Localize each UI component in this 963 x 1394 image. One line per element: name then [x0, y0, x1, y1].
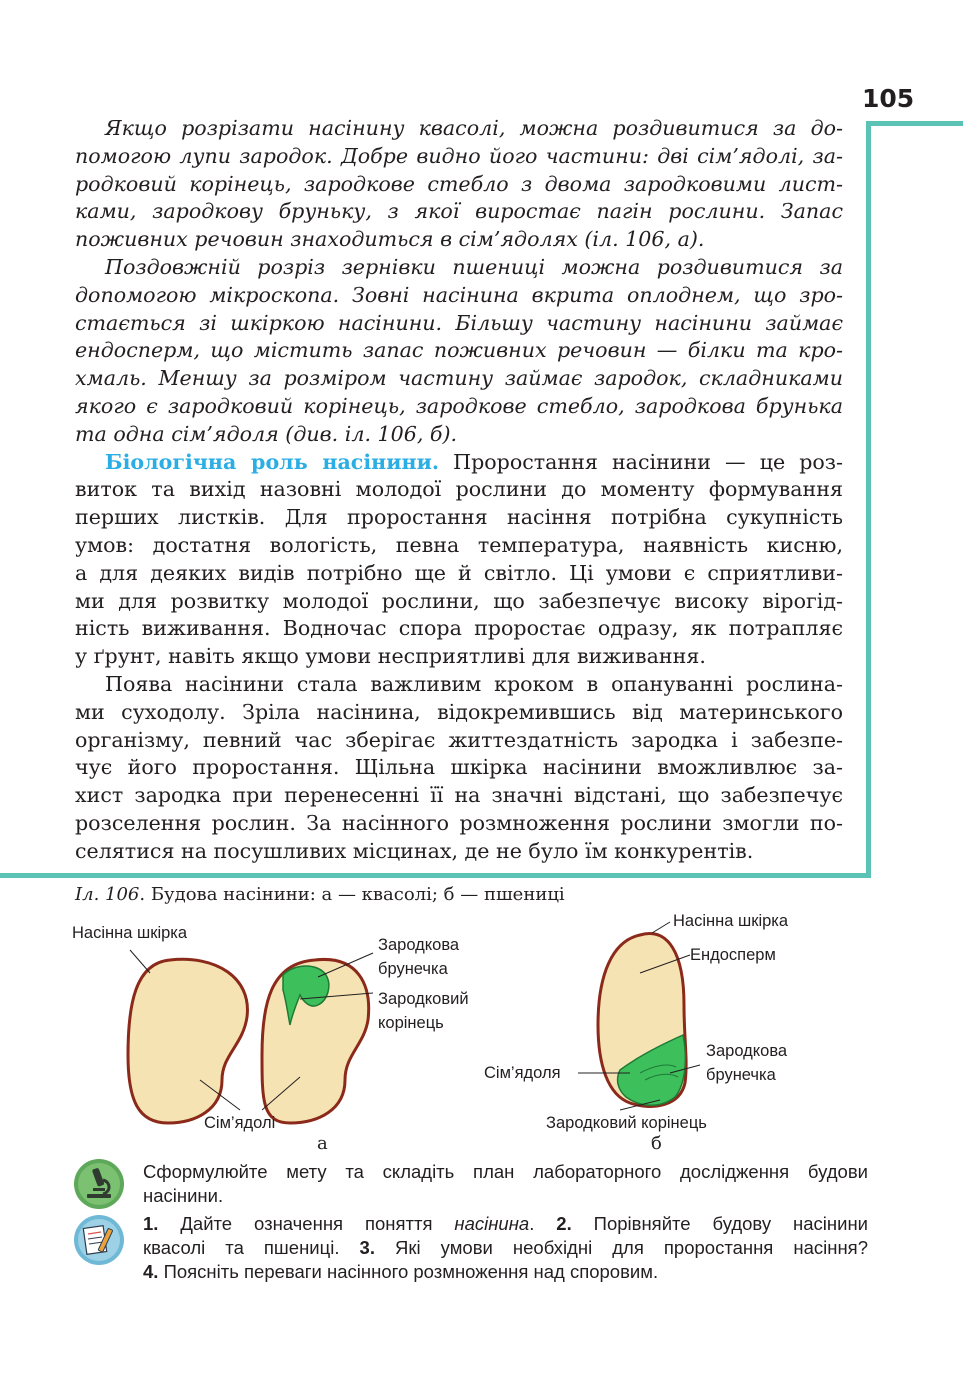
- text-line: [143, 1212, 868, 1236]
- text-line: перших листків. Для проростання насіння потрібна сукупність: [75, 505, 843, 530]
- text-line: у ґрунт, навіть якщо умови несприятливі для виживання.: [75, 644, 706, 669]
- text-line: чує його проростання. Щільна шкірка насінини вможливлює за-: [75, 755, 843, 780]
- main-text: [75, 115, 843, 866]
- tasks-block: [143, 1160, 868, 1286]
- text-line: умов: достатня вологість, певна температура, наявність кисню,: [75, 532, 843, 557]
- paragraph-wheat-grain: [75, 254, 843, 449]
- text-line: якого є зародковий корінець, зародкове стебло, зародкова брунька: [75, 393, 843, 418]
- text-line: Якщо розрізати насінину квасолі, можна роздивитися за до-: [105, 116, 843, 140]
- text-line: хист зародка при перенесенні її на значні відстані, що забезпечує: [75, 783, 843, 808]
- paragraph-bean-seed: [75, 115, 843, 254]
- text-line: стається зі шкіркою насінини. Більшу частину насінини займає: [75, 310, 843, 335]
- text-line: а для деяких видів потрібно ще й світло. Ці умови є сприятливи-: [75, 560, 843, 585]
- question-number: 3.: [359, 1237, 375, 1258]
- text-line: розселення рослин. За насінного розмноження рослини змогли по-: [75, 810, 843, 835]
- text-line: ність виживання. Водночас спора проростає одразу, як потрапляє: [75, 616, 843, 641]
- text-line: [143, 1260, 868, 1284]
- questions: [143, 1212, 868, 1284]
- section-heading: Біологічна роль насінини.: [105, 449, 440, 474]
- text-segment: Проростання насінини — це роз-: [439, 449, 843, 474]
- text-line: насінини.: [143, 1185, 224, 1206]
- text-line: ми суходолу. Зріла насінина, відокремившись від материнського: [75, 699, 843, 724]
- label-root-b: Зародковий корінець: [546, 1114, 707, 1132]
- frame-bottom: [0, 873, 871, 878]
- figure-caption-text: . Будова насінини: а — квасолі; б — пшениці: [139, 884, 565, 905]
- question-number: 1.: [143, 1213, 159, 1234]
- label-seed-coat-b: Насінна шкірка: [673, 912, 789, 930]
- text-line: поживних речовин знаходиться в сім’ядолях (іл. 106, а).: [75, 227, 705, 252]
- label-bud-a-1: Зародкова: [378, 936, 460, 954]
- paragraph-biological-role: [75, 449, 843, 671]
- text-line: ендосперм, що містить запас поживних речовин — білки та кро-: [75, 338, 843, 363]
- page-number: 105: [862, 84, 915, 113]
- text-line: хмаль. Меншу за розміром частину займає зародок, складниками: [75, 366, 843, 391]
- label-bud-b-2: брунечка: [706, 1066, 776, 1084]
- text-line: Поздовжній розріз зернівки пшениці можна роздивитися за: [105, 254, 843, 279]
- label-seed-coat-a: Насінна шкірка: [72, 924, 188, 942]
- text-segment: Які умови необхідні для проростання насіння?: [374, 1237, 868, 1258]
- label-endosperm-b: Ендосперм: [690, 946, 776, 964]
- text-segment: Поясніть переваги насінного розмноження над споровим.: [158, 1261, 659, 1282]
- text-line: Поява насінини стала важливим кроком в опануванні рослина-: [105, 671, 843, 696]
- frame-top: [866, 121, 963, 126]
- text-line: родковий корінець, зародкове стебло з двома зародковими лист-: [75, 171, 843, 196]
- term: насінина: [454, 1213, 530, 1234]
- figure-label: Іл. 106: [75, 884, 140, 905]
- label-bud-a-2: брунечка: [378, 960, 448, 978]
- label-root-a-1: Зародковий: [378, 990, 469, 1008]
- text-segment: Дайте означення поняття: [158, 1213, 455, 1234]
- leader-line: [652, 922, 670, 933]
- bean-seed-whole: [128, 959, 247, 1123]
- lab-task: [143, 1160, 868, 1208]
- text-line: [143, 1236, 868, 1260]
- leader-line: [130, 950, 150, 973]
- label-cotyledons-a: Сім’ядолі: [204, 1114, 276, 1132]
- sublabel-a: а: [317, 1133, 328, 1154]
- text-line: Сформулюйте мету та складіть план лабораторного дослідження будови: [143, 1161, 868, 1182]
- question-number: 2.: [556, 1213, 572, 1234]
- microscope-icon: [73, 1158, 125, 1210]
- paragraph-seed-importance: [75, 671, 843, 866]
- question-number: 4.: [143, 1261, 159, 1282]
- frame-right: [866, 121, 871, 878]
- text-line: виток та вихід назовні молодої рослини до моменту формування: [75, 477, 843, 502]
- label-root-a-2: корінець: [378, 1014, 444, 1032]
- sublabel-b: б: [651, 1133, 662, 1154]
- text-line: ками, зародкову бруньку, з якої виростає пагін рослини. Запас: [75, 199, 843, 224]
- text-line: ми для розвитку молодої рослини, що забезпечує високу вірогід-: [75, 588, 843, 613]
- label-bud-b-1: Зародкова: [706, 1042, 788, 1060]
- notebook-icon: [73, 1214, 125, 1266]
- text-line: помогою лупи зародок. Добре видно його частини: дві сім’ядолі, за-: [75, 143, 843, 168]
- text-segment: квасолі та пшениці.: [143, 1237, 360, 1258]
- text-line: [75, 449, 843, 477]
- figure-seed-structure: [0, 905, 963, 1155]
- text-line: селятися на посушливих місцинах, де не було їм конкурентів.: [75, 838, 754, 863]
- text-line: організму, певний час зберігає життездатність зародка і забезпе-: [75, 727, 843, 752]
- label-cotyledon-b: Сім’ядоля: [484, 1064, 561, 1082]
- text-line: та одна сім’ядоля (див. іл. 106, б).: [75, 421, 458, 446]
- figure-caption: [75, 884, 565, 905]
- text-segment: .: [529, 1213, 557, 1234]
- text-line: допомогою мікроскопа. Зовні насінина вкрита оплоднем, що зро-: [75, 282, 843, 307]
- text-segment: Порівняйте будову насінини: [571, 1213, 868, 1234]
